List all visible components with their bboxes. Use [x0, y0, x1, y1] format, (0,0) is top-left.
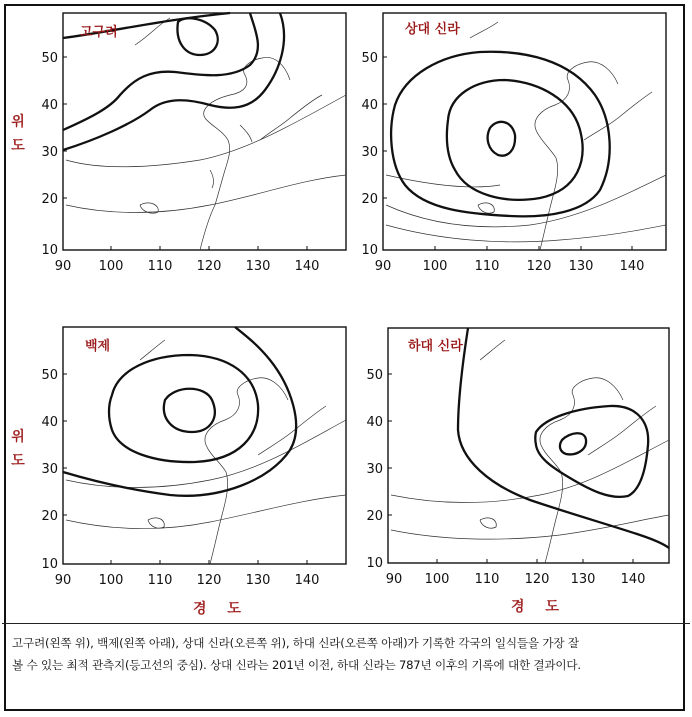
x-tick: 110 [147, 259, 173, 274]
x-tick: 130 [570, 572, 596, 587]
y-tick: 50 [366, 368, 383, 383]
y-tick: 20 [361, 192, 378, 207]
panel-label-silla-lower: 하대 신라 [408, 339, 463, 354]
y-tick: 40 [41, 415, 58, 430]
latitude-char-1: 위 [11, 114, 25, 130]
y-tick: 20 [41, 192, 58, 207]
y-tick: 30 [41, 145, 58, 160]
x-tick: 90 [54, 573, 72, 588]
x-tick: 90 [374, 259, 392, 274]
panel-label-goguryeo: 고구려 [80, 25, 118, 40]
y-tick: 40 [366, 415, 383, 430]
x-tick: 120 [196, 573, 222, 588]
x-tick: 120 [524, 572, 550, 587]
x-tick: 110 [474, 572, 500, 587]
x-tick: 140 [294, 573, 320, 588]
latitude-axis-title-top [10, 110, 26, 158]
x-tick: 120 [196, 259, 222, 274]
longitude-axis-title-left: 경 도 [193, 601, 249, 617]
figure-frame [4, 4, 685, 711]
x-tick: 90 [54, 259, 72, 274]
y-tick: 20 [366, 509, 383, 524]
x-tick: 130 [568, 259, 594, 274]
x-tick: 120 [526, 259, 552, 274]
y-tick: 50 [41, 368, 58, 383]
caption-divider [2, 623, 690, 624]
x-tick: 90 [385, 572, 403, 587]
y-tick: 10 [41, 243, 58, 258]
x-tick: 140 [619, 259, 645, 274]
panel-label-silla-upper: 상대 신라 [405, 22, 460, 37]
latitude-char-2: 도 [11, 138, 25, 154]
y-tick: 50 [41, 51, 58, 66]
y-tick: 10 [361, 243, 378, 258]
latitude-char-1: 위 [11, 429, 25, 445]
x-tick: 140 [294, 259, 320, 274]
x-tick: 140 [620, 572, 646, 587]
y-tick: 10 [366, 556, 383, 571]
latitude-char-2: 도 [11, 453, 25, 469]
y-tick: 40 [41, 98, 58, 113]
x-tick: 110 [474, 259, 500, 274]
y-tick: 40 [361, 98, 378, 113]
latitude-axis-title-bottom [10, 425, 26, 473]
y-tick: 20 [41, 509, 58, 524]
y-tick: 30 [41, 462, 58, 477]
x-tick: 100 [98, 573, 124, 588]
x-tick: 100 [422, 259, 448, 274]
x-tick: 110 [147, 573, 173, 588]
y-tick: 30 [366, 462, 383, 477]
x-tick: 130 [245, 573, 271, 588]
y-tick: 30 [361, 145, 378, 160]
figure-caption [12, 632, 672, 676]
y-tick: 50 [361, 51, 378, 66]
longitude-axis-title-right: 경 도 [511, 599, 567, 615]
y-tick: 10 [41, 557, 58, 572]
panel-label-baekje: 백제 [85, 339, 111, 354]
x-tick: 100 [98, 259, 124, 274]
x-tick: 100 [424, 572, 450, 587]
x-tick: 130 [245, 259, 271, 274]
caption-line-2: 볼 수 있는 최적 관측지(등고선의 중심). 상대 신라는 201년 이전, 하대 신라는 787년 이후의 기록에 대한 결과이다. [12, 658, 581, 672]
caption-line-1: 고구려(왼쪽 위), 백제(왼쪽 아래), 상대 신라(오른쪽 위), 하대 신라(오른쪽 아래)가 기록한 각국의 일식들을 가장 잘 [12, 636, 579, 650]
